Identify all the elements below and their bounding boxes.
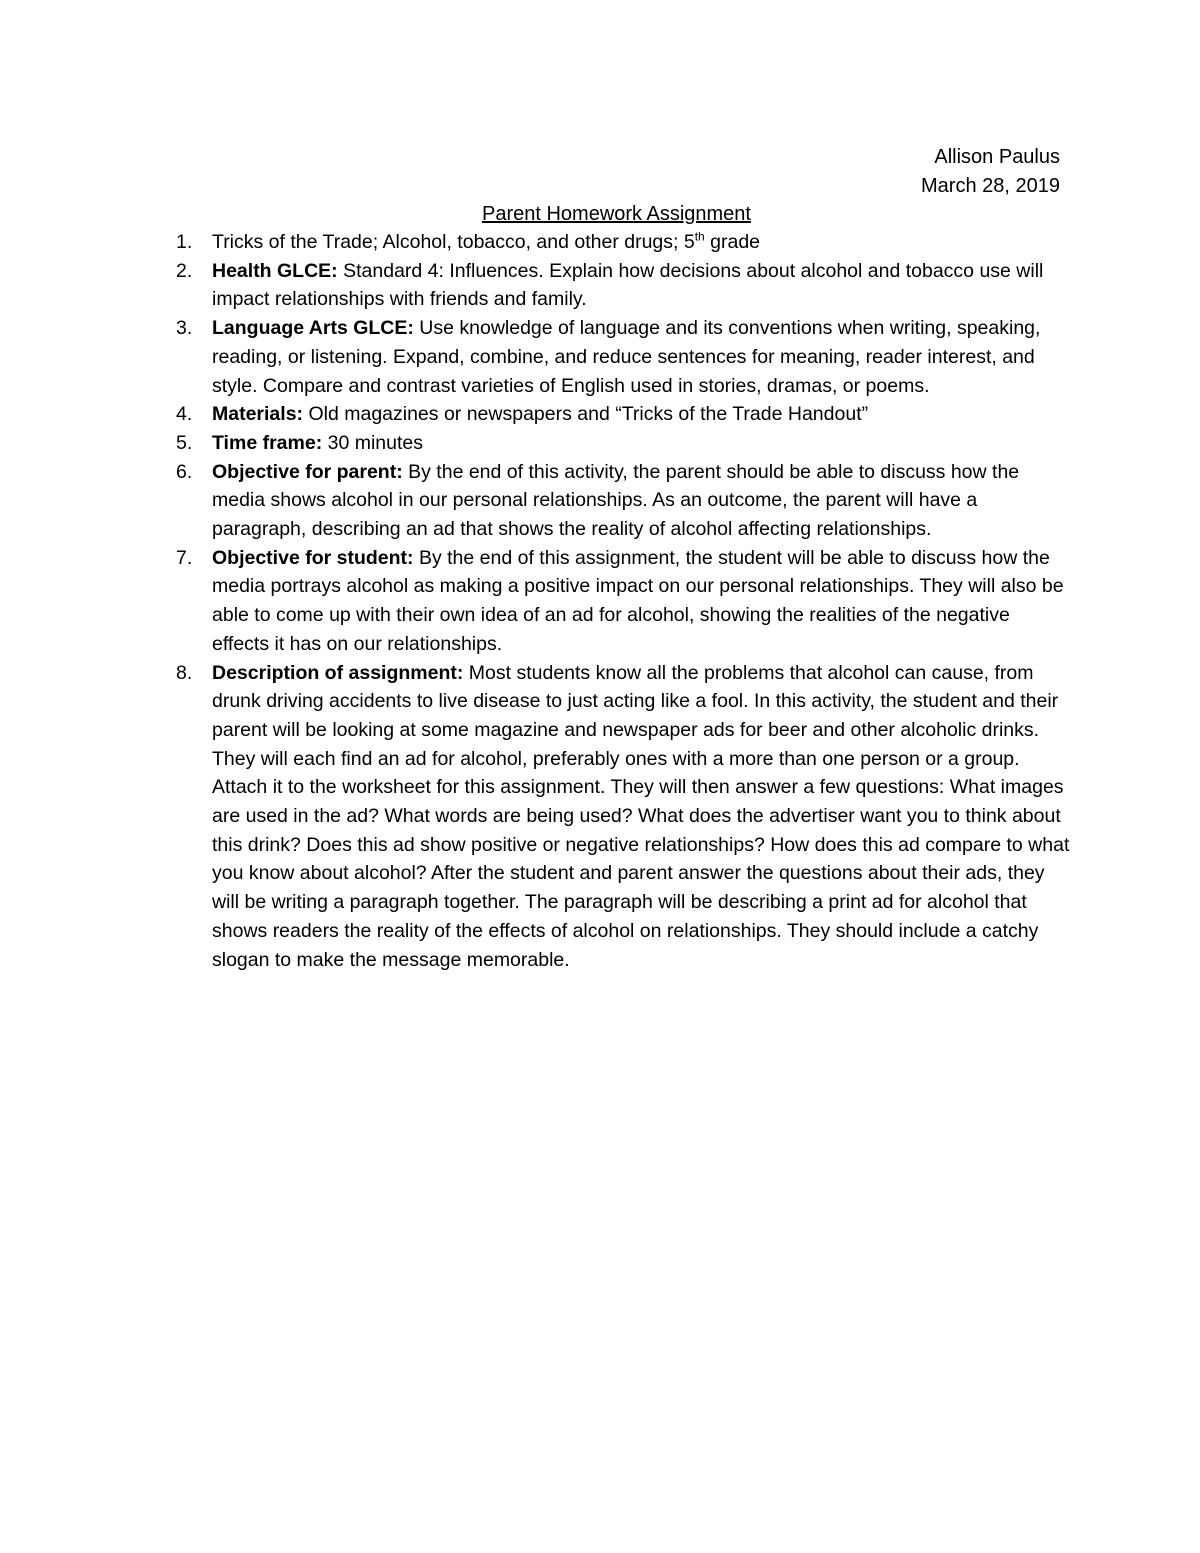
item-label: Health GLCE: [212,259,338,282]
item-text: Old magazines or newspapers and “Tricks of the Trade Handout” [303,403,869,426]
document-date: March 28, 2019 [921,175,1060,197]
document-title: Parent Homework Assignment [481,203,751,225]
list-item-objective-student [170,544,1070,659]
item-number: 1. [176,231,193,253]
ordinal-superscript: th [694,229,705,244]
item-text: 30 minutes [322,431,423,454]
list-item-materials [170,400,1070,429]
item-text: Use knowledge of language and its conventions when writing, speaking, reading, or listening. Expand, combine, and reduce sentences for meaning, reader interest, and style. Compare and contrast varieties of English used in stories, dramas, or poems. [212,317,1041,397]
list-item-language-arts-glce [170,314,1070,400]
item-label: Language Arts GLCE: [212,317,414,340]
item-label: Description of assignment: [212,661,464,684]
author-name: Allison Paulus [934,146,1060,168]
item-text: Most students know all the problems that alcohol can cause, from drunk driving accidents to live disease to just acting like a fool. In this activity, the student and their parent will be looking at some magazine and newspaper ads for beer and other alcoholic drinks. They will each find an ad for alcohol, preferably ones with a more than one person or a group. Attach it to the worksheet for this assignment. They will then answer a few questions: What images are used in the ad? What words are being used? What does the advertiser want you to think about this drink? Does this ad show positive or negative relationships? How does this ad compare to what you know about alcohol? After the student and parent answer the questions about their ads, they will be writing a paragraph together. The paragraph will be describing a print ad for alcohol that shows readers the reality of the effects of alcohol on relationships. They should include a catchy slogan to make the message memorable. [212,661,1070,971]
item-text: By the end of this activity, the parent should be able to discuss how the media shows alcohol in our personal relationships. As an outcome, the parent will have a paragraph, describing an ad that shows the reality of alcohol affecting relationships. [212,460,1020,541]
document-header [921,143,1060,201]
list-item-health-glce [170,257,1070,314]
item-text: Tricks of the Trade; Alcohol, tobacco, and other drugs; 5 [212,231,695,253]
list-item-topic [170,228,1070,257]
item-number: 5. [176,431,193,454]
item-text: By the end of this assignment, the student will be able to discuss how the media portrays alcohol as making a positive impact on our personal relationships. They will also be able to come up with their own idea of an ad for alcohol, showing the realities of the negative effects it has on our relationships. [212,546,1064,655]
list-item-time-frame [170,429,1070,458]
item-label: Time frame: [212,431,323,454]
item-label: Objective for student: [212,546,414,569]
item-number: 3. [176,317,193,340]
item-number: 8. [176,661,193,684]
assignment-list [170,228,1070,974]
item-label: Objective for parent: [212,460,403,483]
item-number: 6. [176,460,193,483]
item-number: 2. [176,259,193,282]
item-label: Materials: [212,403,304,426]
item-number: 7. [176,546,193,569]
list-item-description [170,659,1070,975]
item-text-end: grade [704,231,761,253]
item-text: Standard 4: Influences. Explain how decisions about alcohol and tobacco use will impact relationships with friends and family. [212,259,1044,311]
list-item-objective-parent [170,458,1070,544]
item-number: 4. [176,403,193,426]
